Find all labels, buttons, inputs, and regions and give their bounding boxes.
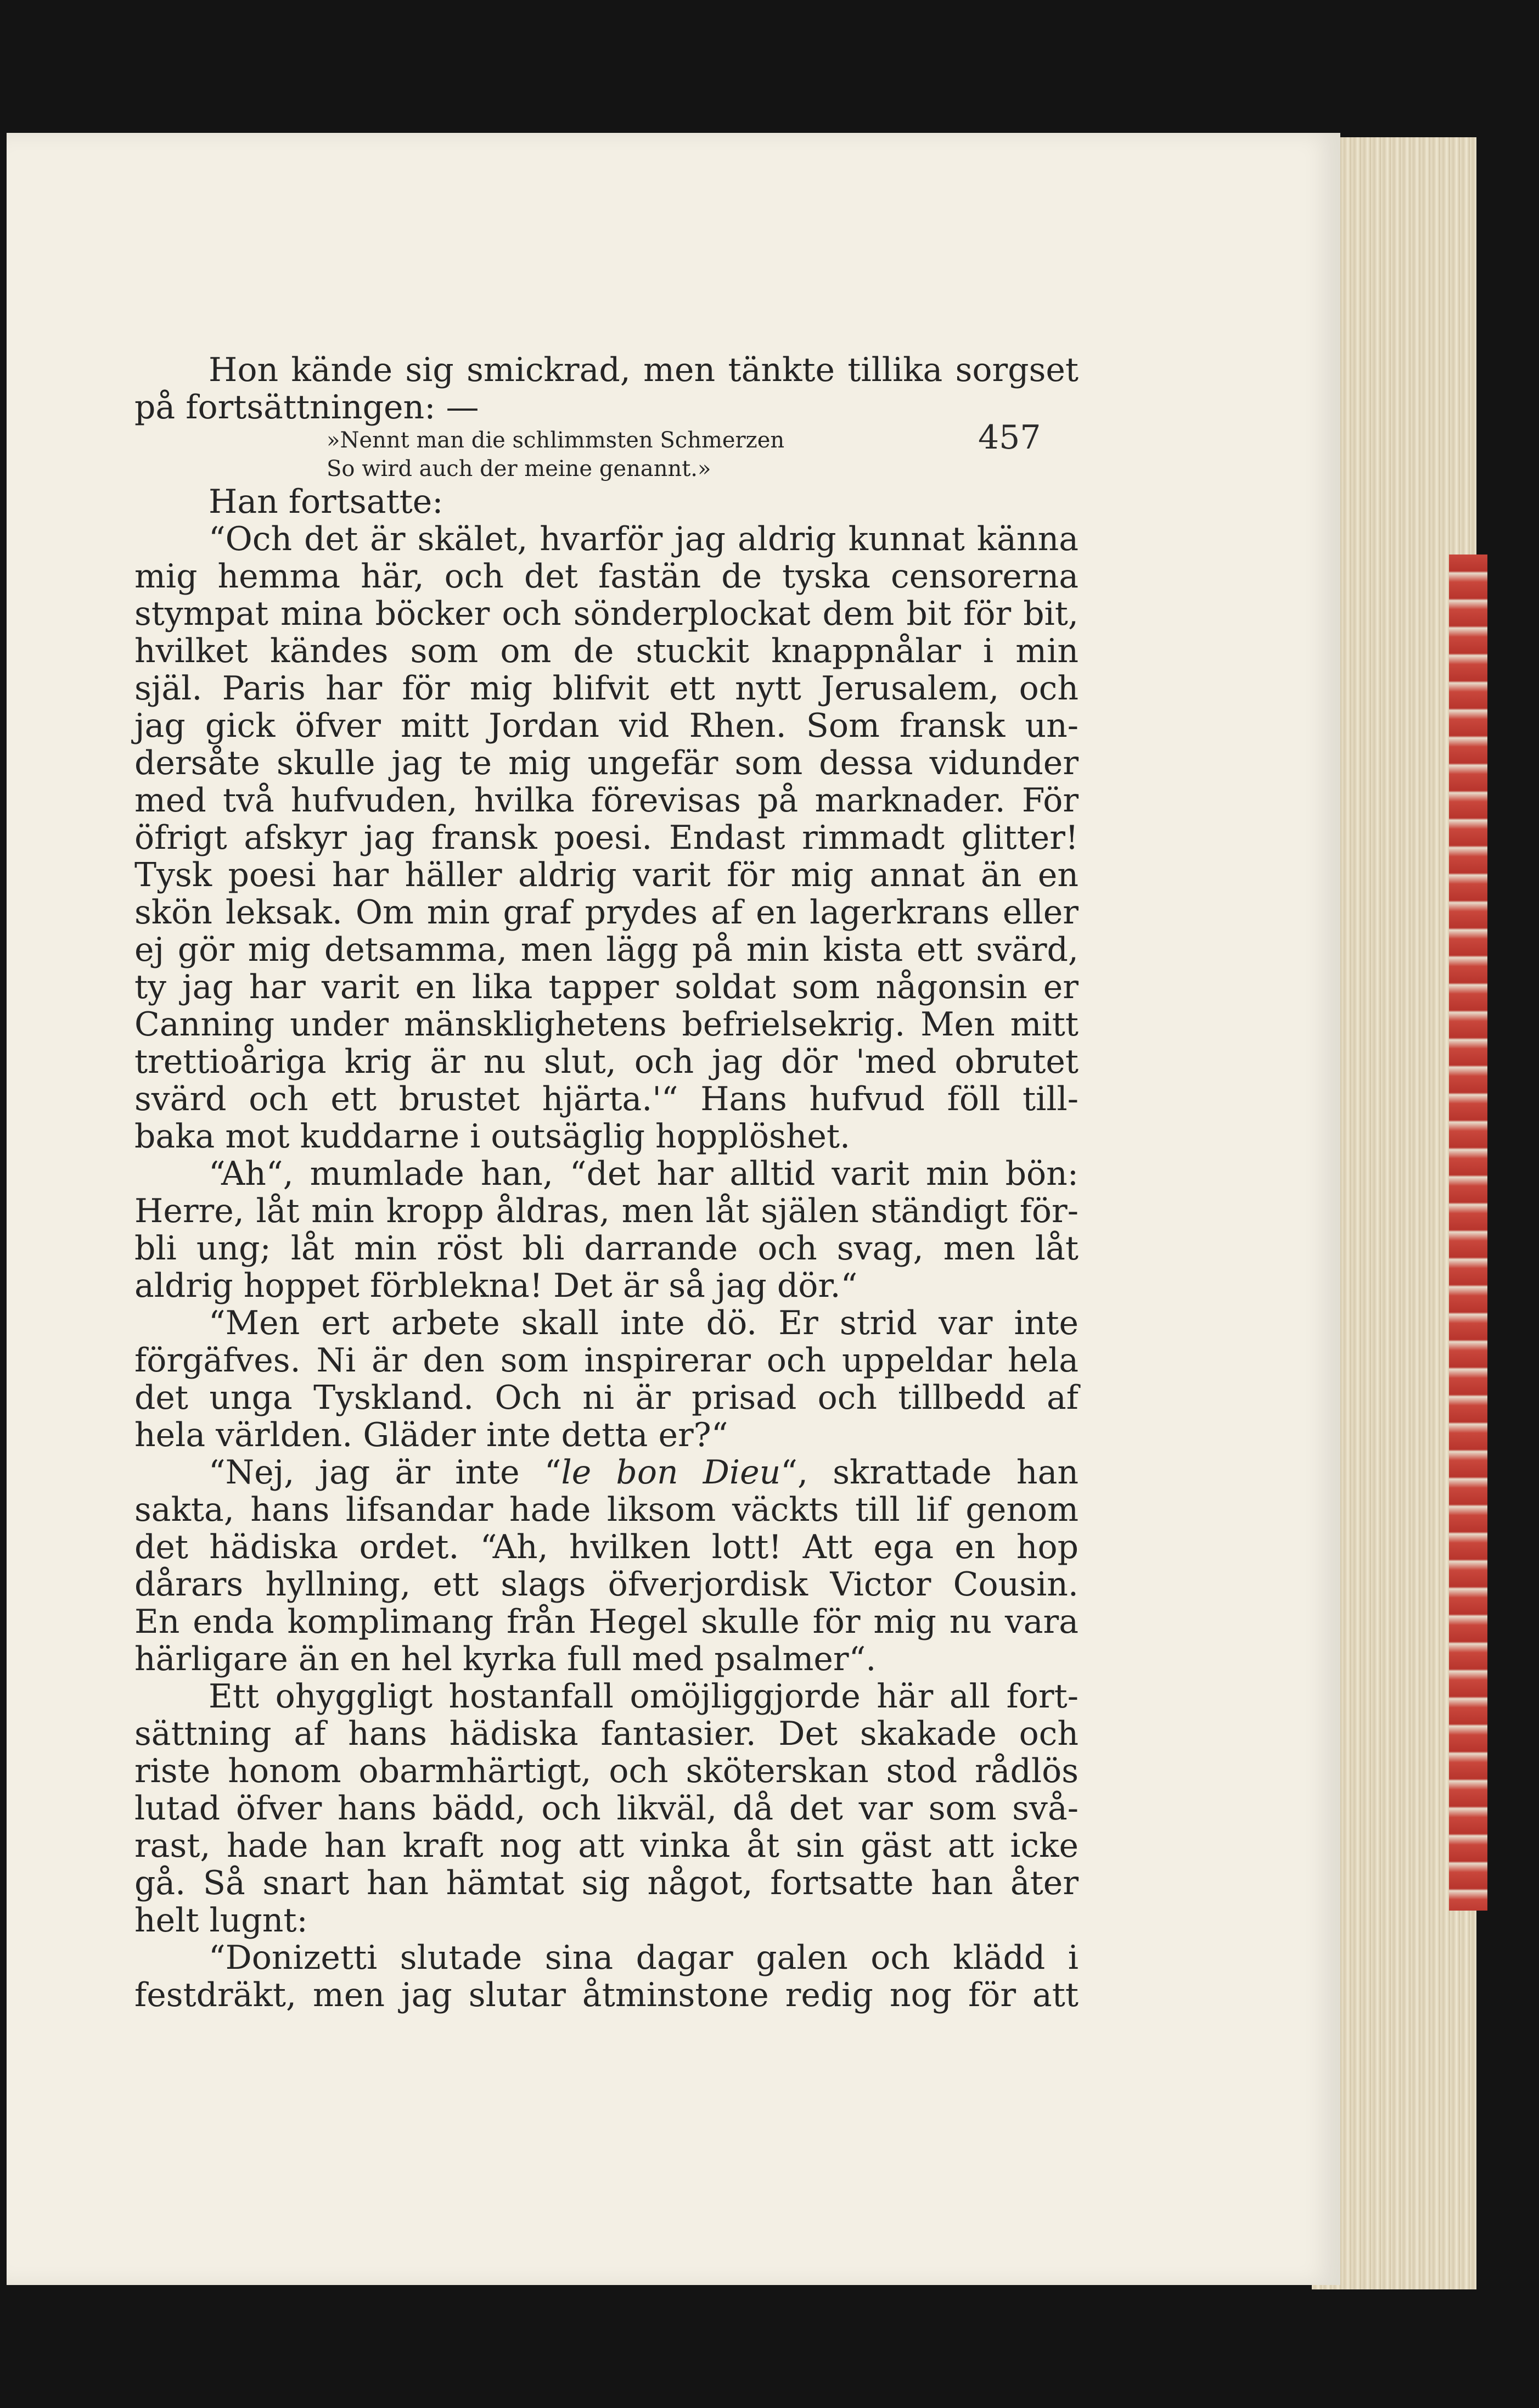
text-line: på fortsättningen: — — [134, 388, 479, 427]
text-line: hela världen. Gläder inte detta er?“ — [134, 1416, 728, 1454]
text-line: det unga Tyskland. Och ni är prisad och tillbedd af — [134, 1379, 1079, 1417]
text-line: trettioåriga krig är nu slut, och jag dör 'med obrutet — [134, 1043, 1079, 1081]
text-line: gå. Så snart han hämtat sig något, fortsatte han åter — [134, 1864, 1079, 1902]
text-line: dårars hyllning, ett slags öfverjordisk Victor Cousin. — [134, 1565, 1079, 1604]
text-line: Herre, låt min kropp åldras, men låt själen ständigt för- — [134, 1192, 1079, 1230]
text-line: “Ah“, mumlade han, “det har alltid varit min bön: — [209, 1155, 1079, 1193]
text-line: ty jag har varit en lika tapper soldat som någonsin er — [134, 968, 1079, 1006]
text-line: rast, hade han kraft nog att vinka åt sin gäst att icke — [134, 1827, 1079, 1865]
text-line: aldrig hoppet förblekna! Det är så jag dör.“ — [134, 1267, 858, 1305]
text-line: “Donizetti slutade sina dagar galen och klädd i — [209, 1939, 1079, 1977]
text-line: ej gör mig detsamma, men lägg på min kista ett svärd, — [134, 931, 1079, 969]
text-line: med två hufvuden, hvilka förevisas på marknader. För — [134, 781, 1079, 820]
text-line: sättning af hans hädiska fantasier. Det skakade och — [134, 1715, 1079, 1753]
text-line: Hon kände sig smickrad, men tänkte tillika sorgset — [209, 351, 1079, 389]
text-line: “Men ert arbete skall inte dö. Er strid var inte — [209, 1304, 1079, 1342]
page-number: 457 — [978, 418, 1041, 457]
text-line: dersåte skulle jag te mig ungefär som dessa vidunder — [134, 744, 1079, 782]
text-line: själ. Paris har för mig blifvit ett nytt Jerusalem, och — [134, 669, 1079, 708]
text-line: öfrigt afskyr jag fransk poesi. Endast rimmadt glitter! — [134, 819, 1079, 857]
text-line: skön leksak. Om min graf prydes af en lagerkrans eller — [134, 893, 1079, 932]
text-line: svärd och ett brustet hjärta.'“ Hans hufvud föll till- — [134, 1080, 1079, 1118]
text-segment: “Nej, jag är inte “ — [209, 1453, 561, 1492]
body-text — [134, 351, 1079, 2014]
text-line: Han fortsatte: — [209, 483, 443, 521]
quote-line: So wird auch der meine genannt.» — [327, 456, 711, 481]
text-line: Tysk poesi har häller aldrig varit för mig annat än en — [134, 856, 1079, 894]
text-line: “Och det är skälet, hvarför jag aldrig kunnat känna — [209, 520, 1079, 558]
book-red-edge — [1449, 555, 1487, 1911]
text-line — [134, 1454, 1079, 1491]
quote-line: »Nennt man die schlimmsten Schmerzen — [327, 428, 785, 453]
text-line: helt lugnt: — [134, 1901, 308, 1940]
text-line: hvilket kändes som om de stuckit knappnålar i min — [134, 632, 1079, 670]
italic-phrase: le bon Dieu — [561, 1453, 781, 1492]
text-line: Canning under mänsklighetens befrielsekrig. Men mitt — [134, 1005, 1079, 1044]
text-line: bli ung; låt min röst bli darrande och svag, men låt — [134, 1229, 1079, 1268]
text-line: En enda komplimang från Hegel skulle för mig nu vara — [134, 1603, 1079, 1641]
text-line: stympat mina böcker och sönderplockat dem bit för bit, — [134, 595, 1079, 633]
text-line: lutad öfver hans bädd, och likväl, då det var som svå- — [134, 1789, 1079, 1828]
text-line: Ett ohyggligt hostanfall omöjliggjorde här all fort- — [209, 1677, 1079, 1716]
text-line: festdräkt, men jag slutar åtminstone redig nog för att — [134, 1976, 1079, 2014]
text-segment: “, skrattade han — [780, 1453, 1079, 1492]
text-line: jag gick öfver mitt Jordan vid Rhen. Som fransk un- — [134, 707, 1079, 745]
text-line: härligare än en hel kyrka full med psalmer“. — [134, 1640, 877, 1678]
text-line: riste honom obarmhärtigt, och sköterskan stod rådlös — [134, 1752, 1079, 1790]
text-line: mig hemma här, och det fastän de tyska censorerna — [134, 557, 1079, 596]
text-line: det hädiska ordet. “Ah, hvilken lott! Att ega en hop — [134, 1528, 1079, 1566]
text-line: förgäfves. Ni är den som inspirerar och uppeldar hela — [134, 1341, 1079, 1380]
text-line: sakta, hans lifsandar hade liksom väckts till lif genom — [134, 1491, 1079, 1529]
text-line: baka mot kuddarne i outsäglig hopplöshet. — [134, 1117, 851, 1156]
